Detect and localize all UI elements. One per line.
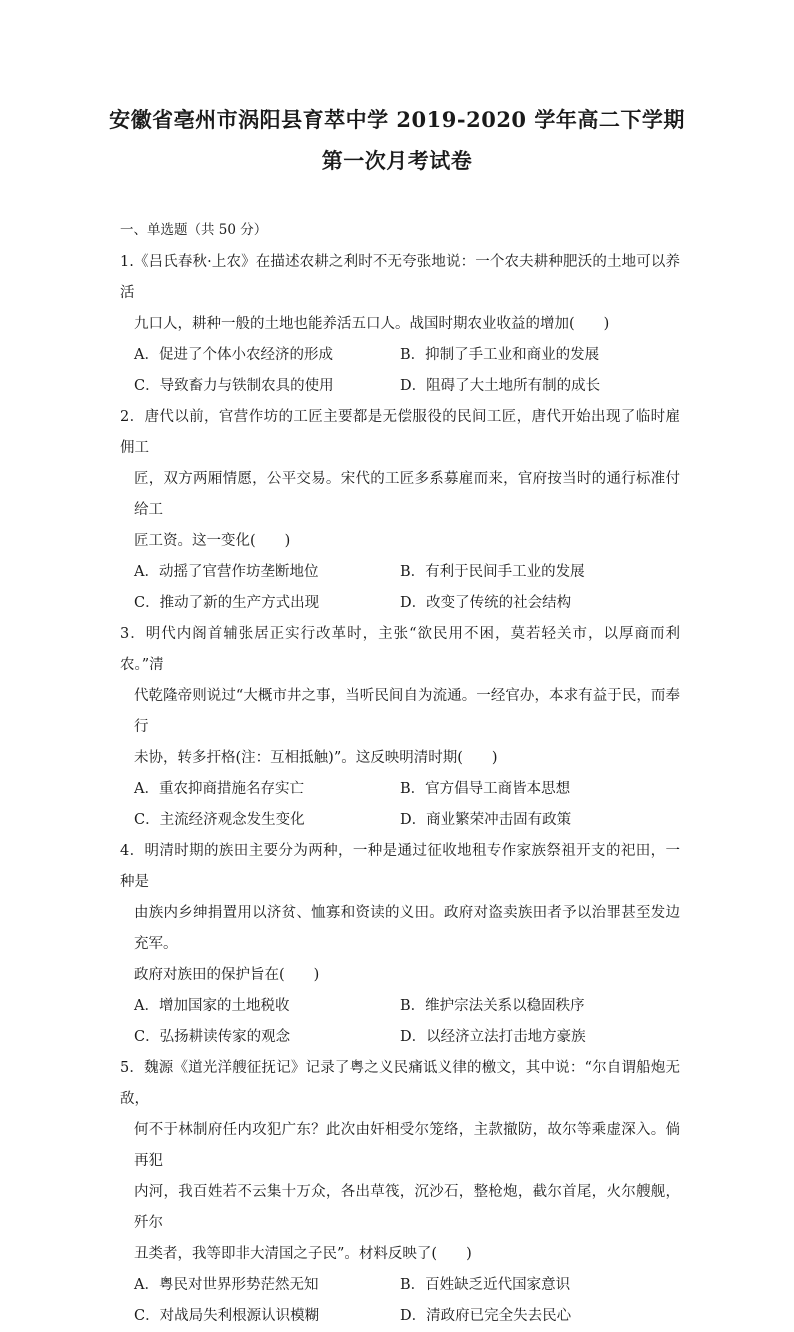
question-stem (120, 1053, 680, 1270)
option-a: A．动摇了官营作坊垄断地位 (134, 564, 319, 580)
question-stem-line: 匠，双方两厢情愿，公平交易。宋代的工匠多系募雇而来，官府按当时的通行标准付给工 (134, 471, 680, 518)
question-stem-line: 由族内乡绅捐置用以济贫、恤寡和资读的义田。政府对盗卖族田者予以治罪甚至发边充军。 (134, 905, 680, 952)
question-stem-line: 何不于林制府任内攻犯广东？此次由奸相受尔笼络，主款撤防，故尔等乘虚深入。倘再犯 (134, 1122, 680, 1169)
question-5 (120, 1053, 680, 1332)
option-c: C．导致畜力与铁制农具的使用 (134, 378, 334, 394)
question-stem-line: 内河，我百姓若不云集十万众，各出草筏，沉沙石，整枪炮，截尔首尾，火尔艘舰，歼尔 (134, 1184, 680, 1231)
option-d: D．改变了传统的社会结构 (400, 595, 572, 611)
option-c: C．推动了新的生产方式出现 (134, 595, 320, 611)
option-row (120, 1022, 680, 1053)
exam-title-line1: 安徽省亳州市涡阳县育萃中学 2019-2020 学年高二下学期 (109, 107, 685, 132)
option-d: D．以经济立法打击地方豪族 (400, 1029, 586, 1045)
question-stem (120, 402, 680, 557)
option-d: D．商业繁荣冲击固有政策 (400, 812, 572, 828)
option-row (120, 805, 680, 836)
option-a: A．促进了个体小农经济的形成 (134, 347, 333, 363)
option-b: B．有利于民间手工业的发展 (400, 564, 585, 580)
option-c: C．对战局失利根源认识模糊 (134, 1308, 320, 1324)
question-2 (120, 402, 680, 619)
option-a: A．粤民对世界形势茫然无知 (134, 1277, 319, 1293)
option-b: B．官方倡导工商皆本思想 (400, 781, 571, 797)
option-c: C．弘扬耕读传家的观念 (134, 1029, 291, 1045)
option-c: C．主流经济观念发生变化 (134, 812, 305, 828)
question-4 (120, 836, 680, 1053)
option-row (120, 588, 680, 619)
question-stem (120, 619, 680, 774)
question-stem-line: 丑类者，我等即非大清国之子民”。材料反映了( ) (134, 1246, 472, 1262)
option-b: B．维护宗法关系以稳固秩序 (400, 998, 585, 1014)
question-stem-line: 4．明清时期的族田主要分为两种，一种是通过征收地租专作家族祭祖开支的祀田，一种是 (120, 843, 680, 890)
option-row (120, 1270, 680, 1301)
option-row (120, 557, 680, 588)
question-stem-line: 1.《吕氏春秋·上农》在描述农耕之利时不无夸张地说：一个农夫耕种肥沃的土地可以养活 (120, 254, 680, 301)
option-d: D．清政府已完全失去民心 (400, 1308, 572, 1324)
question-stem (120, 836, 680, 991)
exam-title-line2: 第一次月考试卷 (321, 148, 473, 173)
option-a: A．重农抑商措施名存实亡 (134, 781, 304, 797)
option-row (120, 340, 680, 371)
question-1 (120, 247, 680, 402)
question-stem-line: 3．明代内阁首辅张居正实行改革时，主张“欲民用不困，莫若轻关市，以厚商而利农。”清 (120, 626, 680, 673)
option-a: A．增加国家的土地税收 (134, 998, 290, 1014)
question-stem-line: 代乾隆帝则说过“大概市井之事，当听民间自为流通。一经官办，本求有益于民，而奉行 (134, 688, 680, 735)
section-heading: 一、单选题（共 50 分） (120, 222, 268, 238)
option-row (120, 371, 680, 402)
option-b: B．抑制了手工业和商业的发展 (400, 347, 600, 363)
option-b: B．百姓缺乏近代国家意识 (400, 1277, 571, 1293)
option-d: D．阻碍了大土地所有制的成长 (400, 378, 601, 394)
question-stem-line: 九口人，耕种一般的土地也能养活五口人。战国时期农业收益的增加( ) (134, 316, 610, 332)
option-row (120, 774, 680, 805)
question-stem-line: 5．魏源《道光洋艘征抚记》记录了粤之义民痛诋义律的檄文，其中说：“尔自谓船炮无敌， (120, 1060, 680, 1107)
question-stem (120, 247, 680, 340)
question-list (120, 247, 680, 1332)
question-stem-line: 2．唐代以前，官营作坊的工匠主要都是无偿服役的民间工匠，唐代开始出现了临时雇佣工 (120, 409, 680, 456)
option-row (120, 1301, 680, 1332)
question-stem-line: 政府对族田的保护旨在( ) (134, 967, 320, 983)
question-3 (120, 619, 680, 836)
question-stem-line: 未协，转多扞格(注：互相抵触)”。这反映明清时期( ) (134, 750, 498, 766)
option-row (120, 991, 680, 1022)
question-stem-line: 匠工资。这一变化( ) (134, 533, 291, 549)
